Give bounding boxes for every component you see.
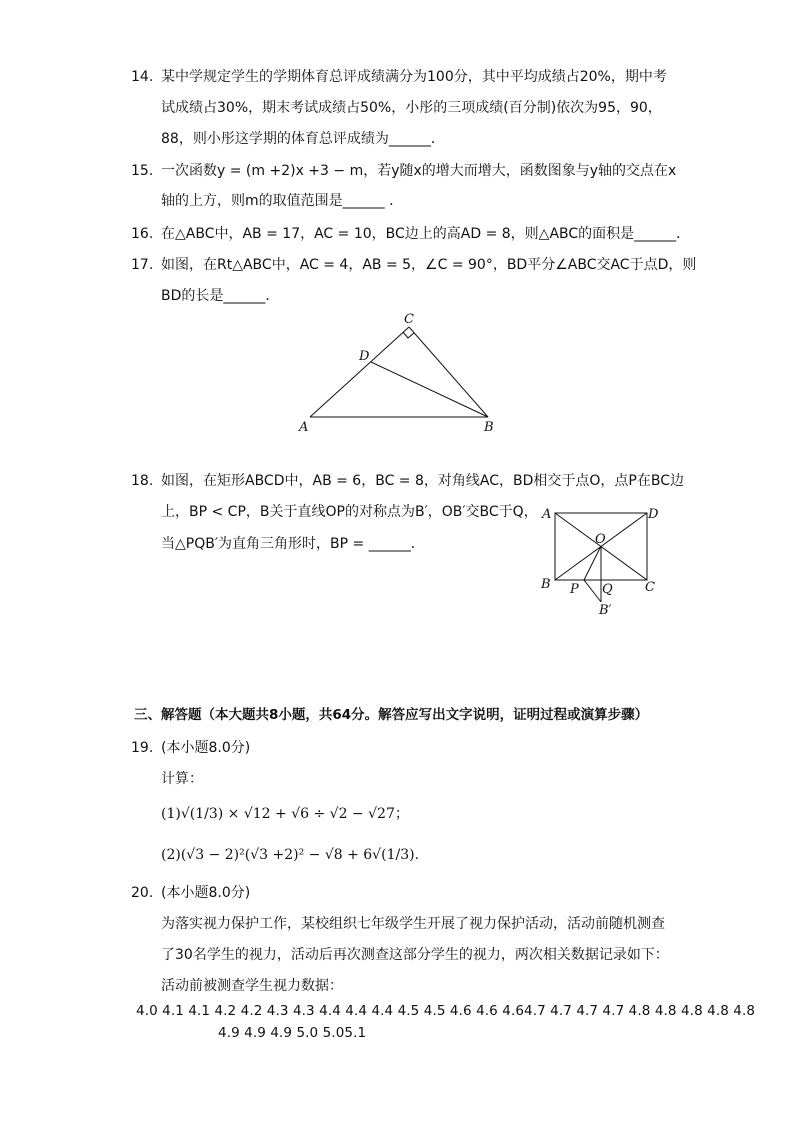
q20-data-row-2: 4.9 4.9 4.9 5.0 5.05.1 — [218, 1025, 367, 1041]
q17-line-1: 如图，在Rt△ABC中，AC = 4，AB = 5，∠C = 90°，BD平分∠ABC交AC于点D，则 — [161, 257, 697, 273]
q18-line-3: 当△PQB′为直角三角形时，BP = ______． — [161, 536, 425, 552]
q17-line-2: BD的长是______． — [161, 288, 280, 304]
label-c: C — [645, 580, 655, 595]
segment-pb2 — [584, 580, 601, 602]
label-b-prime: B′ — [599, 603, 612, 618]
label-b: B — [484, 420, 494, 435]
label-c: C — [404, 312, 414, 327]
q14-line-1: 某中学规定学生的学期体育总评成绩满分为100分，其中平均成绩占20%，期中考 — [161, 69, 667, 85]
label-a: A — [542, 507, 552, 522]
q18-line-1: 如图，在矩形ABCD中，AB = 6，BC = 8，对角线AC，BD相交于点O，点P在BC边 — [161, 473, 684, 489]
label-q: Q — [602, 582, 613, 597]
q19-part-2: (2)(√3 − 2)²(√3 +2)² − √8 + 6√(1/3). — [161, 847, 420, 863]
q20-line-1: 为落实视力保护工作，某校组织七年级学生开展了视力保护活动，活动前随机测查 — [161, 916, 665, 932]
q20-line-3: 活动前被测查学生视力数据： — [161, 978, 343, 994]
section-3-title: 三、解答题（本大题共8小题，共64分。解答应写出文字说明，证明过程或演算步骤） — [134, 707, 649, 723]
q14-number: 14. — [131, 69, 154, 85]
q17-triangle-figure — [290, 305, 510, 440]
side-ac — [310, 327, 409, 417]
label-a: A — [299, 420, 309, 435]
q15-line-1: 一次函数y = (m +2)x +3 − m，若y随x的增大而增大，函数图象与y轴的交点在x — [161, 163, 677, 179]
q16-number: 16. — [131, 226, 154, 242]
q18-line-2: 上，BP < CP，B关于直线OP的对称点为B′，OB′交BC于Q， — [161, 504, 538, 520]
q14-line-2: 试成绩占30%，期末考试成绩占50%，小彤的三项成绩(百分制)依次为95，90， — [161, 100, 662, 116]
q16-line-1: 在△ABC中，AB = 17，AC = 10，BC边上的高AD = 8，则△ABC的面积是______． — [161, 226, 691, 242]
q19-score: (本小题8.0分) — [161, 740, 251, 756]
label-d: D — [359, 349, 370, 364]
q18-number: 18. — [131, 473, 154, 489]
q20-number: 20. — [131, 885, 154, 901]
side-cb — [409, 327, 488, 417]
segment-bd — [371, 362, 488, 417]
label-b: B — [541, 577, 551, 592]
segment-op — [584, 546, 601, 580]
q20-score: (本小题8.0分) — [161, 885, 251, 901]
label-o: O — [595, 532, 606, 547]
q20-line-2: 了30名学生的视力，活动后再次测查这部分学生的视力，两次相关数据记录如下： — [161, 947, 669, 963]
q15-number: 15. — [131, 163, 154, 179]
q19-part-1: (1)√(1/3) × √12 + √6 ÷ √2 − √27； — [161, 806, 409, 822]
q20-data-row-1: 4.0 4.1 4.1 4.2 4.2 4.3 4.3 4.4 4.4 4.4 4.5 4.5 4.6 4.6 4.64.7 4.7 4.7 4.7 4.8 4.8 4.8 4.8 4.8 — [136, 1003, 756, 1019]
q18-rectangle-figure — [535, 500, 665, 620]
q14-line-3: 88，则小彤这学期的体育总评成绩为______． — [161, 131, 445, 147]
label-d: D — [648, 507, 659, 522]
q17-number: 17. — [131, 257, 154, 273]
q19-prompt: 计算： — [161, 771, 203, 787]
right-angle-mark — [403, 332, 414, 338]
q19-number: 19. — [131, 740, 154, 756]
label-p: P — [570, 582, 579, 597]
q15-line-2: 轴的上方，则m的取值范围是______ ． — [161, 193, 404, 209]
